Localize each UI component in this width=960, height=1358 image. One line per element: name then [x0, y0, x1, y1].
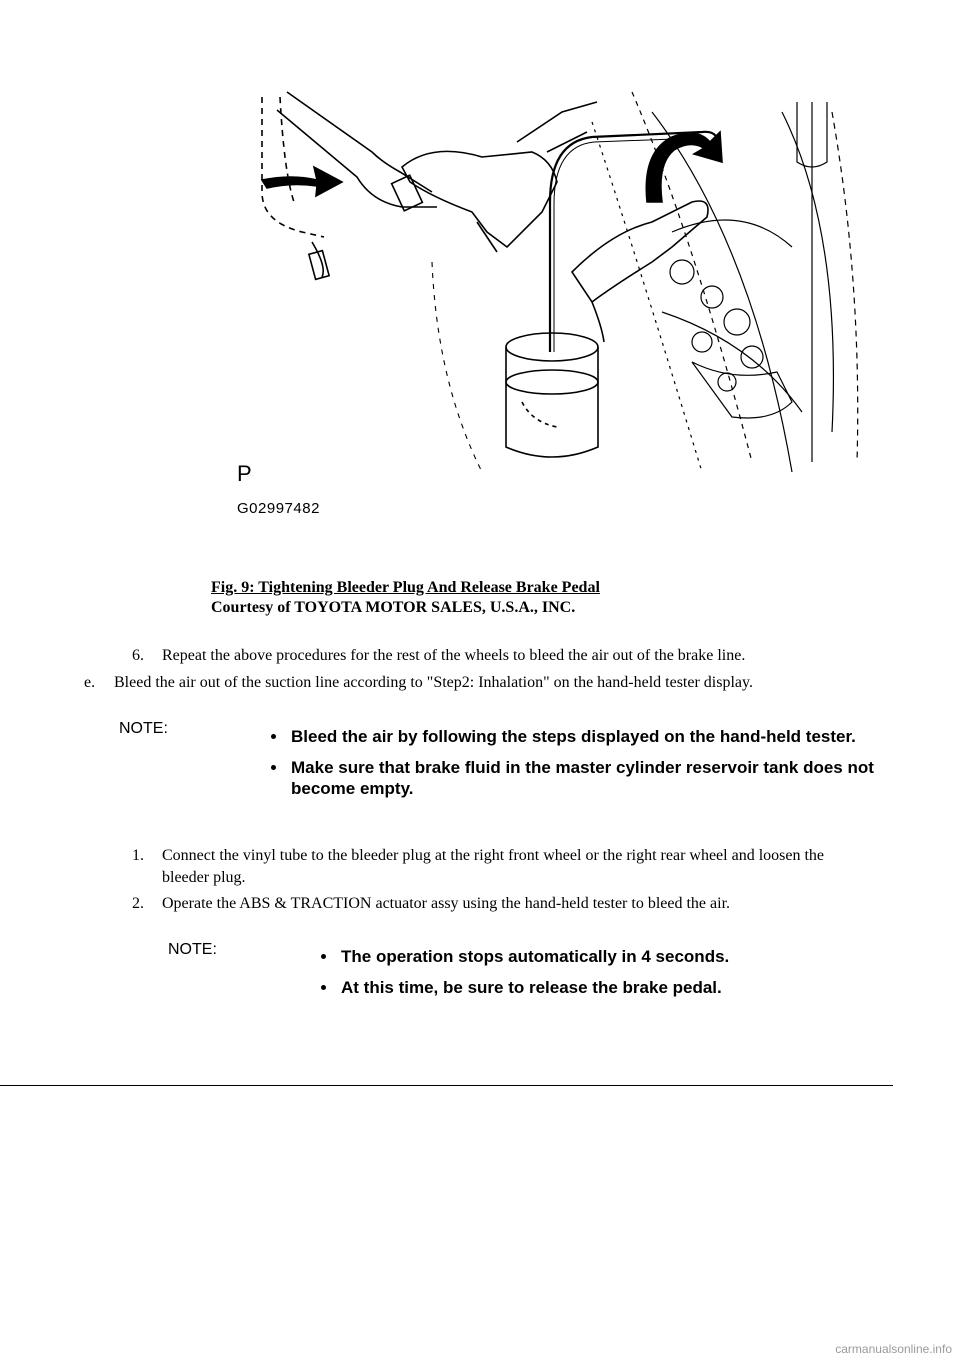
- figure-title: Fig. 9: Tightening Bleeder Plug And Release Brake Pedal: [211, 579, 600, 596]
- figure-code: G02997482: [237, 500, 320, 517]
- note-list: [271, 726, 891, 809]
- note-item: At this time, be sure to release the brake pedal.: [321, 977, 881, 998]
- step-letter: e.: [84, 674, 96, 691]
- note-item: The operation stops automatically in 4 seconds.: [321, 946, 881, 967]
- figure-courtesy: Courtesy of TOYOTA MOTOR SALES, U.S.A., INC.: [211, 599, 576, 616]
- note-list: [321, 946, 881, 1008]
- figure-caption: [211, 578, 600, 618]
- hand: [572, 201, 708, 342]
- step-text: Operate the ABS & TRACTION actuator assy using the hand-held tester to bleed the air.: [162, 895, 731, 912]
- step-text: Bleed the air out of the suction line according to "Step2: Inhalation" on the hand-held tester display.: [114, 674, 753, 691]
- step-number: 6.: [132, 647, 144, 664]
- step-number: 1.: [132, 847, 144, 864]
- watermark: carmanualsonline.info: [835, 1342, 952, 1356]
- note-label: NOTE:: [168, 941, 217, 958]
- note-item: Make sure that brake fluid in the master cylinder reservoir tank does not become empty.: [271, 757, 891, 799]
- brake-bleeding-illustration: [232, 82, 872, 522]
- brake-caliper-assembly: [592, 92, 858, 472]
- figure-view-letter: P: [237, 461, 252, 486]
- step-text: Connect the vinyl tube to the bleeder plug at the right front wheel or the right rear wheel and loosen the bleeder plug.: [162, 847, 825, 886]
- fluid-container: [506, 333, 598, 457]
- brake-pedal-arm: [262, 92, 437, 279]
- substep-1: [132, 845, 892, 889]
- shoe: [392, 102, 597, 252]
- note-item: Bleed the air by following the steps displayed on the hand-held tester.: [271, 726, 891, 747]
- vinyl-tube: [550, 132, 718, 352]
- note-label: NOTE:: [119, 720, 168, 737]
- rotation-arrow: [646, 132, 722, 202]
- step-text: Repeat the above procedures for the rest of the wheels to bleed the air out of the brake line.: [162, 647, 746, 664]
- step-number: 2.: [132, 895, 144, 912]
- page-divider: [0, 1085, 893, 1086]
- press-arrow: [262, 167, 342, 196]
